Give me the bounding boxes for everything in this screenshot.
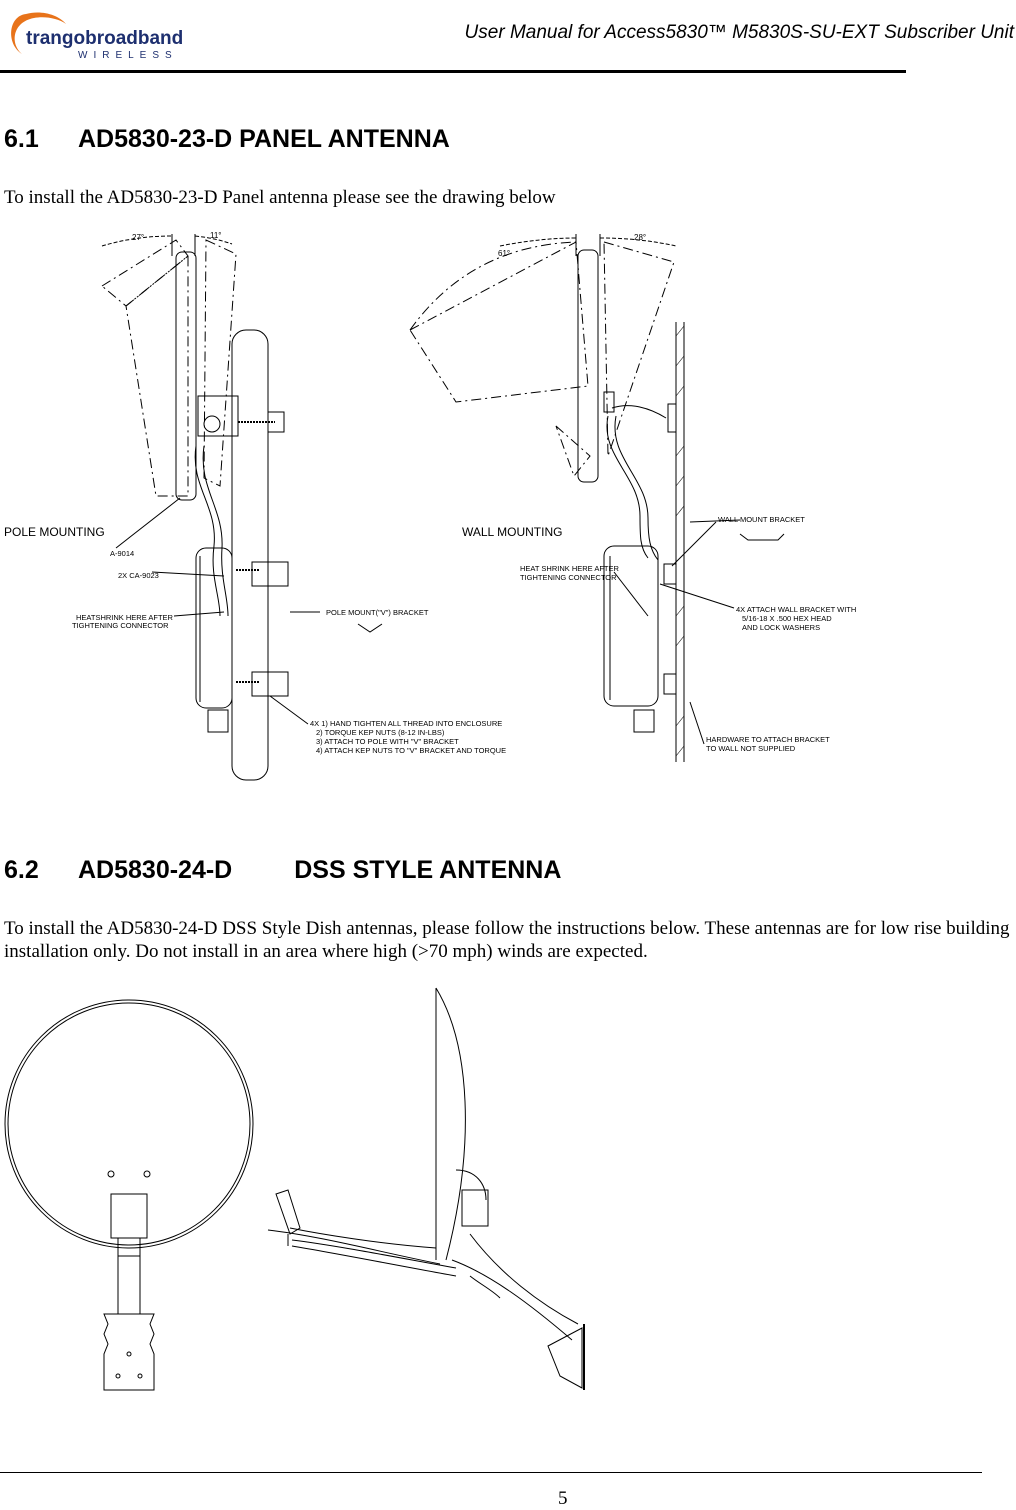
pole-step-4: 4) ATTACH KEP NUTS TO "V" BRACKET AND TORQUE xyxy=(316,746,507,755)
angle-label-61: 61° xyxy=(498,249,511,258)
dish-front-view xyxy=(5,1000,253,1390)
pole-mount-assembly xyxy=(102,234,382,780)
wall-mount-assembly xyxy=(410,234,784,762)
pole-mount-bracket-label: POLE MOUNT("V") BRACKET xyxy=(326,608,429,617)
footer-divider xyxy=(0,1472,982,1473)
angle-label-11: 11° xyxy=(210,231,222,240)
section-title-part-2: DSS STYLE ANTENNA xyxy=(294,856,562,884)
logo-wordmark: trangobroadband xyxy=(26,28,184,49)
section-6-1-intro: To install the AD5830-23-D Panel antenna please see the drawing below xyxy=(4,187,556,208)
dish-side-view xyxy=(268,988,584,1390)
pole-step-1: 4X 1) HAND TIGHTEN ALL THREAD INTO ENCLOSURE xyxy=(310,719,503,728)
wall-hatching xyxy=(676,326,684,756)
part-a-label: A-9014 xyxy=(110,549,135,558)
heatshrink-wall-line-1: HEAT SHRINK HERE AFTER xyxy=(520,564,619,573)
heatshrink-pole-line-1: HEATSHRINK HERE AFTER xyxy=(76,613,173,622)
part-ca-label: 2X CA-9023 xyxy=(118,571,159,580)
wall-attach-line-2: 5/16-18 X .500 HEX HEAD xyxy=(742,614,832,623)
trango-logo xyxy=(4,4,200,60)
section-title: AD5830-23-D PANEL ANTENNA xyxy=(78,125,450,153)
header-divider xyxy=(0,70,906,73)
angle-label-27: 27° xyxy=(132,233,145,242)
page-number: 5 xyxy=(558,1488,568,1509)
logo-subtext: WIRELESS xyxy=(78,50,178,60)
heatshrink-wall-line-2: TIGHTENING CONNECTOR xyxy=(520,573,617,582)
wall-mount-bracket-label: WALL MOUNT BRACKET xyxy=(718,515,805,524)
section-title-part-1: AD5830-24-D xyxy=(78,856,233,884)
wall-mounting-label: WALL MOUNTING xyxy=(462,525,563,539)
wall-attach-line-1: 4X ATTACH WALL BRACKET WITH xyxy=(736,605,857,614)
section-6-1-heading xyxy=(4,125,450,154)
angle-label-28: 28° xyxy=(634,233,647,242)
panel-antenna-mounting-drawing xyxy=(0,226,880,786)
wall-attach-line-3: AND LOCK WASHERS xyxy=(742,623,821,632)
section-6-2-intro: To install the AD5830-24-D DSS Style Dish antennas, please follow the instructions below. These antennas are for low rise building installation only. Do not install in an area where high (>70 mph) winds are expected. xyxy=(4,918,1010,962)
manual-title: User Manual for Access5830™ M5830S-SU-EXT Subscriber Unit xyxy=(464,22,1014,43)
dss-dish-drawing xyxy=(0,984,600,1404)
pole-step-3: 3) ATTACH TO POLE WITH "V" BRACKET xyxy=(316,737,459,746)
section-number: 6.2 xyxy=(4,856,39,884)
heatshrink-pole-line-2: TIGHTENING CONNECTOR xyxy=(72,621,169,630)
section-number: 6.1 xyxy=(4,125,39,153)
pole-step-2: 2) TORQUE KEP NUTS (8-12 IN-LBS) xyxy=(316,728,445,737)
hardware-note-line-1: HARDWARE TO ATTACH BRACKET xyxy=(706,735,830,744)
section-6-2-heading xyxy=(4,856,561,885)
hardware-note-line-2: TO WALL NOT SUPPLIED xyxy=(706,744,796,753)
pole-mounting-label: POLE MOUNTING xyxy=(4,525,105,539)
